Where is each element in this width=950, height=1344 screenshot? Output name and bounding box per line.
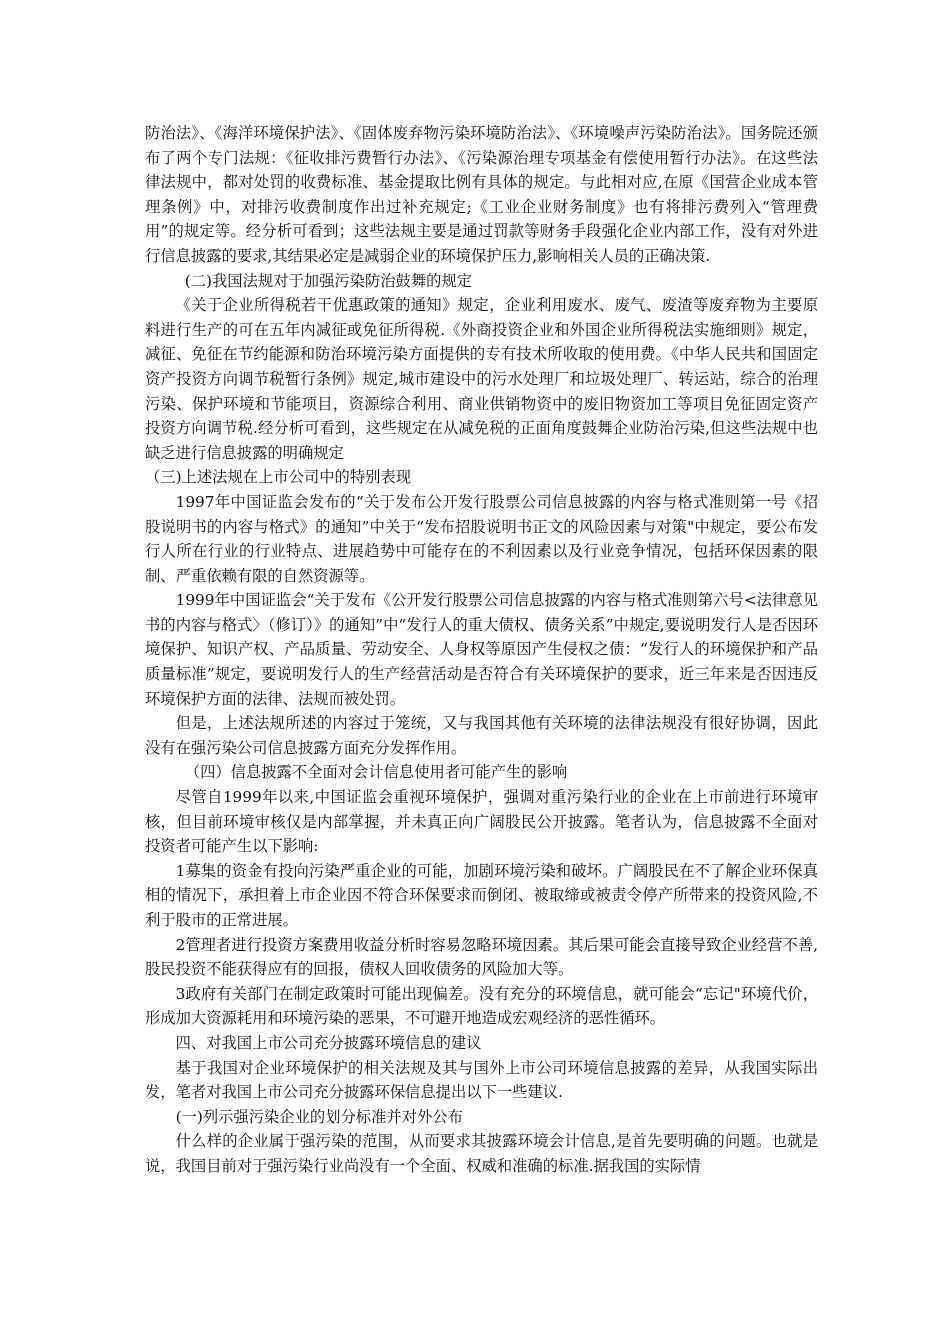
paragraph: 防治法》、《海洋环境保护法》、《固体废弃物污染环境防治法》、《环境噪声污染防治法》。国务院还颁布了两个专门法规：《征收排污费暂行办法》、《污染源治理专项基金有偿使用暂行办法》。在这些法律法规中，都对处罚的收费标准、基金提取比例有具体的规定。与此相对应,在原《国营企业成本管理条例》中，对排污收费制度作出过补充规定;《工业企业财务制度》也有将排污费列入“管理费用”的规定等。经分析可看到；这些法规主要是通过罚款等财务手段强化企业内部工作，没有对外进行信息披露的要求,其结果必定是减弱企业的环境保护压力,影响相关人员的正确决策. (145, 124, 818, 265)
paragraph: 《关于企业所得税若干优惠政策的通知》规定，企业利用废水、废气、废渣等废弃物为主要原料进行生产的可在五年内减征或免征所得税.《外商投资企业和外国企业所得税法实施细则》规定，减征、免征在节约能源和防治环境污染方面提供的专有技术所收取的使用费。《中华人民共和国固定资产投资方向调节税暂行条例》规定,城市建设中的污水处理厂和垃圾处理厂、转运站，综合的治理污染、保护环境和节能项目，资源综合利用、商业供销物资中的废旧物资加工等项目免征固定资产投资方向调节税.经分析可看到，这些规定在从减免税的正面角度鼓舞企业防治污染,但这些法规中也缺乏进行信息披露的明确规定 (145, 296, 818, 462)
paragraph: 尽管自1999年以来,中国证监会重视环境保护，强调对重污染行业的企业在上市前进行环境审核，但目前环境审核仅是内部掌握，并未真正向广阔股民公开披露。笔者认为，信息披露不全面对投资者可能产生以下影响: (145, 788, 818, 856)
document-body (145, 121, 818, 1179)
section-heading: (二)我国法规对于加强污染防治鼓舞的规定 (184, 271, 473, 290)
list-item: 3政府有关部门在制定政策时可能出现偏差。没有充分的环境信息，就可能会“忘记"环境代价，形成加大资源耗用和环境污染的恶果，不可避开地造成宏观经济的恶性循环。 (145, 984, 818, 1028)
section-heading: 四、对我国上市公司充分披露环境信息的建议 (175, 1033, 482, 1052)
paragraph: 1999年中国证监会“关于发布《公开发行股票公司信息披露的内容与格式准则第六号<法律意见书的内容与格式〉（修订）》的通知”中“发行人的重大债权、债务关系”中规定,要说明发行人是否因环境保护、知识产权、产品质量、劳动安全、人身权等原因产生侵权之债：“发行人的环境保护和产品质量标准”规定，要说明发行人的生产经营活动是否符合有关环境保护的要求，近三年来是否因违反环境保护方面的法律、法规而被处罚。 (145, 591, 818, 708)
section-heading: (一)列示强污染企业的划分标准并对外公布 (175, 1107, 463, 1126)
list-item: 2管理者进行投资方案费用收益分析时容易忽略环境因素。其后果可能会直接导致企业经营不善,股民投资不能获得应有的回报，债权人回收债务的风险加大等。 (145, 935, 818, 979)
section-heading: （三)上述法规在上市公司中的特别表现 (145, 468, 412, 487)
paragraph: 基于我国对企业环境保护的相关法规及其与国外上市公司环境信息披露的差异，从我国实际出发，笔者对我国上市公司充分披露环保信息提出以下一些建议. (145, 1058, 818, 1102)
section-heading: （四）信息披露不全面对会计信息使用者可能产生的影响 (184, 763, 568, 782)
paragraph: 但是，上述法规所述的内容过于笼统，又与我国其他有关环境的法律法规没有很好协调，因此没有在强污染公司信息披露方面充分发挥作用。 (145, 714, 818, 757)
paragraph: 什么样的企业属于强污染的范围，从而要求其披露环境会计信息,是首先要明确的问题。也就是说，我国目前对于强污染行业尚没有一个全面、权威和准确的标准.据我国的实际情 (145, 1132, 818, 1175)
list-item: 1募集的资金有投向污染严重企业的可能，加剧环境污染和破坏。广阔股民在不了解企业环保真相的情况下，承担着上市企业因不符合环保要求而倒闭、被取缔或被责令停产所带来的投资风险,不利于股市的正常进展。 (145, 861, 818, 929)
paragraph: 1997年中国证监会发布的“关于发布公开发行股票公司信息披露的内容与格式准则第一号《招股说明书的内容与格式》的通知”中关于“发布招股说明书正文的风险因素与对策"中规定，要公布发行人所在行业的行业特点、进展趋势中可能存在的不利因素以及行业竞争情况，包括环保因素的限制、严重依赖有限的自然资源等。 (145, 492, 818, 585)
